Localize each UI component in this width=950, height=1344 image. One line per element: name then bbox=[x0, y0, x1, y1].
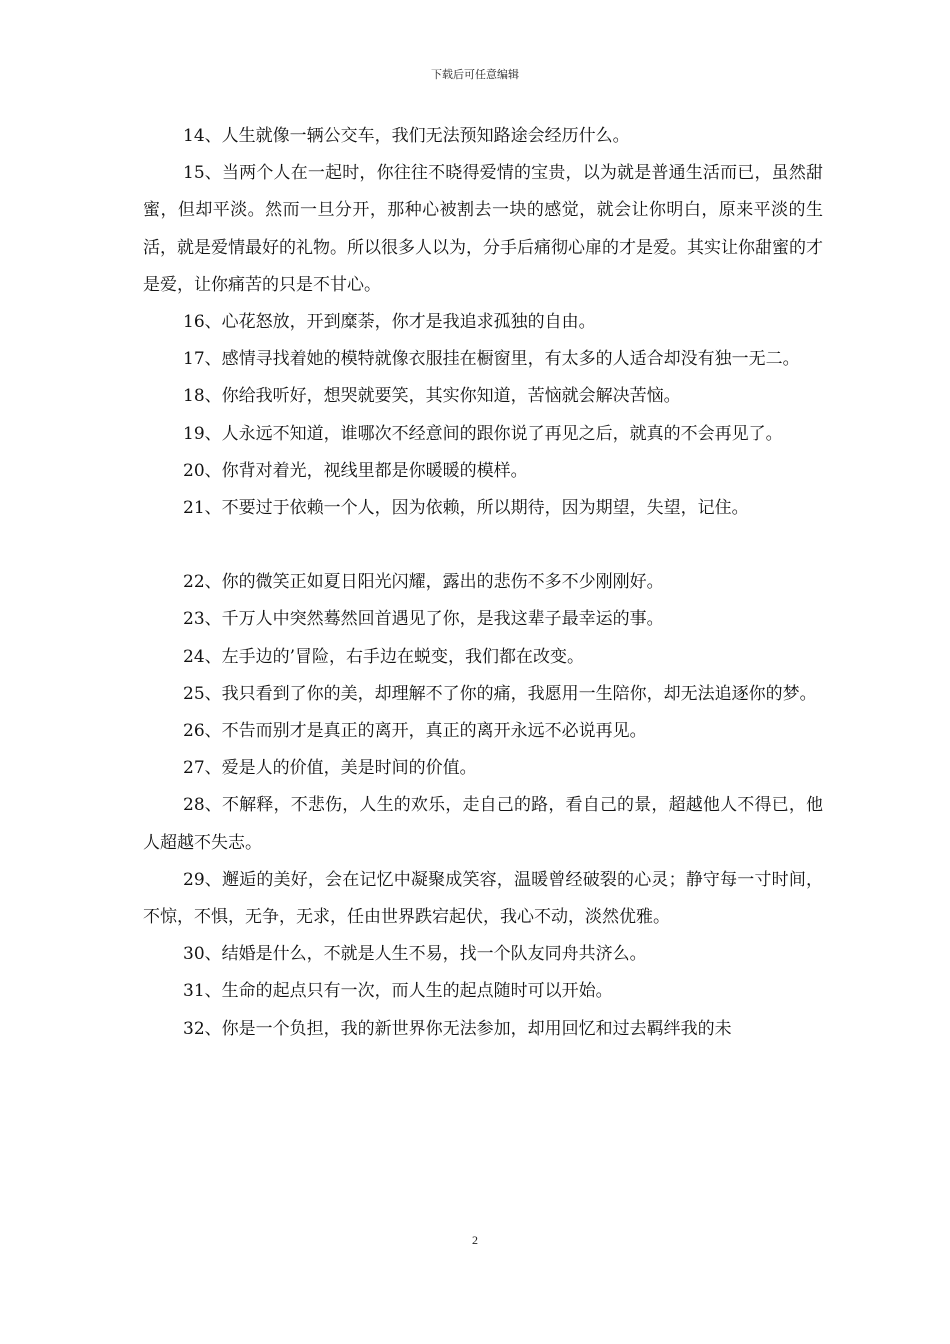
paragraph-22: 22、你的微笑正如夏日阳光闪耀，露出的悲伤不多不少刚刚好。 bbox=[183, 572, 664, 593]
paragraph-26: 26、不告而别才是真正的离开，真正的离开永远不必说再见。 bbox=[183, 721, 647, 742]
paragraph-15: 15、当两个人在一起时，你往往不晓得爱情的宝贵，以为就是普通生活而已，虽然甜蜜，但却平淡。然而一旦分开，那种心被割去一块的感觉，就会让你明白，原来平淡的生活，就是爱情最好的礼物。所以很多人以为，分手后痛彻心扉的才是爱。其实让你甜蜜的才是爱，让你痛苦的只是不甘心。 bbox=[143, 163, 823, 295]
paragraph-28: 28、不解释，不悲伤，人生的欢乐，走自己的路，看自己的景，超越他人不得已，他人超越不失志。 bbox=[143, 795, 823, 853]
paragraph-25: 25、我只看到了你的美，却理解不了你的痛，我愿用一生陪你，却无法追逐你的梦。 bbox=[183, 683, 817, 704]
paragraph-24: 24、左手边的’冒险，右手边在蜕变，我们都在改变。 bbox=[183, 646, 585, 667]
document-body bbox=[143, 118, 823, 1048]
paragraph-32: 32、你是一个负担，我的新世界你无法参加，却用回忆和过去羁绊我的未 bbox=[183, 1018, 732, 1039]
paragraph-17: 17、感情寻找着她的模特就像衣服挂在橱窗里，有太多的人适合却没有独一无二。 bbox=[183, 349, 800, 370]
paragraph-18: 18、你给我听好，想哭就要笑，其实你知道，苦恼就会解决苦恼。 bbox=[183, 386, 681, 407]
paragraph-27: 27、爱是人的价值，美是时间的价值。 bbox=[183, 758, 477, 779]
paragraph-16: 16、心花怒放，开到糜荼，你才是我追求孤独的自由。 bbox=[183, 312, 596, 333]
page-header: 下载后可任意编辑 bbox=[431, 68, 519, 81]
paragraph-30: 30、结婚是什么，不就是人生不易，找一个队友同舟共济么。 bbox=[183, 944, 647, 965]
paragraph-20: 20、你背对着光，视线里都是你暖暖的模样。 bbox=[183, 460, 528, 481]
blank-line bbox=[143, 527, 823, 564]
paragraph-19: 19、人永远不知道，谁哪次不经意间的跟你说了再见之后，就真的不会再见了。 bbox=[183, 423, 783, 444]
paragraph-23: 23、千万人中突然蓦然回首遇见了你，是我这辈子最幸运的事。 bbox=[183, 609, 664, 630]
paragraph-29: 29、邂逅的美好，会在记忆中凝聚成笑容，温暖曾经破裂的心灵；静守每一寸时间，不惊，不惧，无争，无求，任由世界跌宕起伏，我心不动，淡然优雅。 bbox=[143, 869, 823, 928]
page-number: 2 bbox=[472, 1233, 478, 1247]
paragraph-31: 31、生命的起点只有一次，而人生的起点随时可以开始。 bbox=[183, 981, 613, 1002]
paragraph-14: 14、人生就像一辆公交车，我们无法预知路途会经历什么。 bbox=[183, 126, 630, 146]
paragraph-21: 21、不要过于依赖一个人，因为依赖，所以期待，因为期望，失望，记住。 bbox=[183, 498, 749, 519]
